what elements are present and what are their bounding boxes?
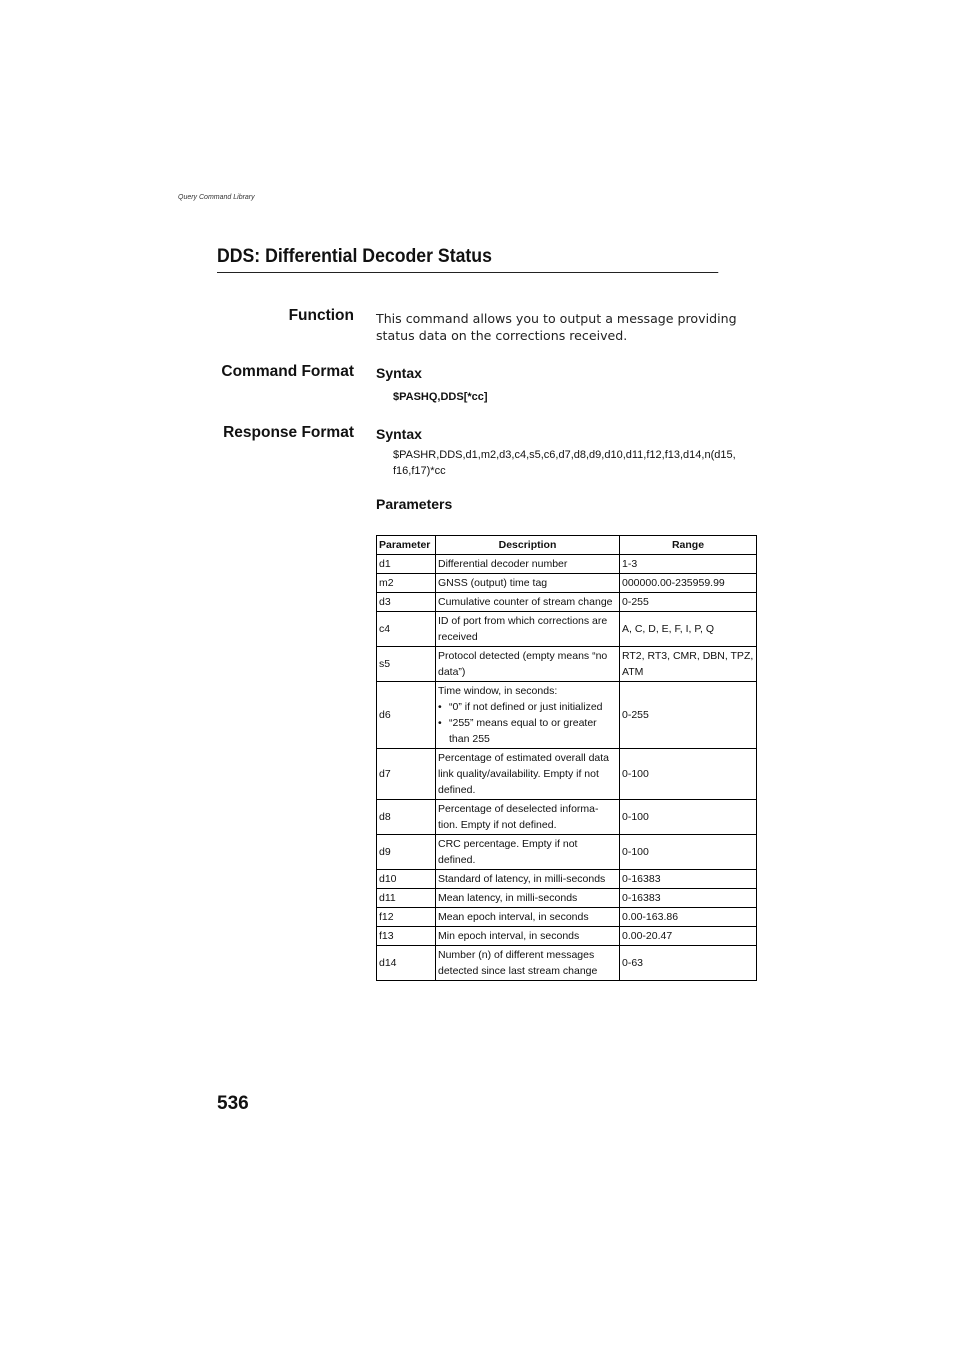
cell-description: Differential decoder number bbox=[436, 555, 620, 574]
cell-range: A, C, D, E, F, I, P, Q bbox=[620, 612, 757, 647]
bullet-list bbox=[438, 699, 617, 747]
cell-description: Number (n) of different messages detected since last stream change bbox=[436, 946, 620, 981]
command-syntax-heading: Syntax bbox=[376, 365, 422, 381]
cell-range: 0-100 bbox=[620, 800, 757, 835]
cell-range: 0-16383 bbox=[620, 870, 757, 889]
bullet-item: • “255” means equal to or greater than 255 bbox=[438, 715, 617, 747]
cell-parameter: d7 bbox=[377, 749, 436, 800]
cell-parameter: d6 bbox=[377, 682, 436, 749]
table-row bbox=[377, 800, 757, 835]
parameters-table bbox=[376, 535, 757, 981]
cell-description: Mean epoch interval, in seconds bbox=[436, 908, 620, 927]
cell-description: Cumulative counter of stream change bbox=[436, 593, 620, 612]
cell-description: Percentage of estimated overall data link quality/availability. Empty if not defined. bbox=[436, 749, 620, 800]
cell-parameter: s5 bbox=[377, 647, 436, 682]
cell-parameter: d14 bbox=[377, 946, 436, 981]
table-header-row bbox=[377, 536, 757, 555]
cell-description bbox=[436, 682, 620, 749]
cell-range: 0-100 bbox=[620, 835, 757, 870]
cell-range: RT2, RT3, CMR, DBN, TPZ, ATM bbox=[620, 647, 757, 682]
bullet-item: • “0” if not defined or just initialized bbox=[438, 699, 617, 715]
command-format-heading: Command Format bbox=[221, 363, 354, 380]
cell-range: 0-255 bbox=[620, 593, 757, 612]
cell-parameter: f12 bbox=[377, 908, 436, 927]
cell-parameter: m2 bbox=[377, 574, 436, 593]
cell-range: 0.00-20.47 bbox=[620, 927, 757, 946]
table-row bbox=[377, 593, 757, 612]
cell-description: GNSS (output) time tag bbox=[436, 574, 620, 593]
cell-parameter: d3 bbox=[377, 593, 436, 612]
running-header: Query Command Library bbox=[178, 194, 255, 201]
cell-range: 0-16383 bbox=[620, 889, 757, 908]
table-row bbox=[377, 835, 757, 870]
table-row bbox=[377, 908, 757, 927]
column-header-range: Range bbox=[620, 536, 757, 555]
function-heading: Function bbox=[288, 307, 354, 324]
page-title: DDS: Differential Decoder Status bbox=[217, 245, 718, 273]
cell-range: 0-100 bbox=[620, 749, 757, 800]
column-header-parameter: Parameter bbox=[377, 536, 436, 555]
table-row bbox=[377, 946, 757, 981]
table-row bbox=[377, 647, 757, 682]
cell-description: ID of port from which corrections are received bbox=[436, 612, 620, 647]
table-row bbox=[377, 889, 757, 908]
cell-parameter: d11 bbox=[377, 889, 436, 908]
response-syntax-line-2: f16,f17)*cc bbox=[393, 465, 446, 477]
response-syntax-line-1: $PASHR,DDS,d1,m2,d3,c4,s5,c6,d7,d8,d9,d10,d11,f12,f13,d14,n(d15, bbox=[393, 449, 736, 461]
cell-parameter: d1 bbox=[377, 555, 436, 574]
cell-parameter: f13 bbox=[377, 927, 436, 946]
cell-parameter: c4 bbox=[377, 612, 436, 647]
cell-range: 0.00-163.86 bbox=[620, 908, 757, 927]
column-header-description: Description bbox=[436, 536, 620, 555]
cell-description: CRC percentage. Empty if not defined. bbox=[436, 835, 620, 870]
cell-parameter: d10 bbox=[377, 870, 436, 889]
parameters-heading: Parameters bbox=[376, 496, 453, 512]
function-text: This command allows you to output a message providing status data on the corrections received. bbox=[376, 311, 737, 343]
table-row bbox=[377, 574, 757, 593]
table-row bbox=[377, 555, 757, 574]
cell-description: Standard of latency, in milli-seconds bbox=[436, 870, 620, 889]
cell-description: Mean latency, in milli-seconds bbox=[436, 889, 620, 908]
cell-description: Protocol detected (empty means “no data”) bbox=[436, 647, 620, 682]
table-row bbox=[377, 870, 757, 889]
cell-range: 0-63 bbox=[620, 946, 757, 981]
command-syntax: $PASHQ,DDS[*cc] bbox=[393, 391, 488, 403]
page-number: 536 bbox=[217, 1093, 249, 1114]
table-row bbox=[377, 927, 757, 946]
cell-description: Min epoch interval, in seconds bbox=[436, 927, 620, 946]
cell-range: 1-3 bbox=[620, 555, 757, 574]
cell-parameter: d8 bbox=[377, 800, 436, 835]
table-row bbox=[377, 612, 757, 647]
response-format-heading: Response Format bbox=[223, 424, 354, 441]
cell-description-text: Time window, in seconds: bbox=[438, 685, 558, 697]
cell-parameter: d9 bbox=[377, 835, 436, 870]
response-syntax-heading: Syntax bbox=[376, 426, 422, 442]
cell-range: 000000.00-235959.99 bbox=[620, 574, 757, 593]
table-row bbox=[377, 682, 757, 749]
cell-description: Percentage of deselected informa-tion. Empty if not defined. bbox=[436, 800, 620, 835]
table-row bbox=[377, 749, 757, 800]
cell-range: 0-255 bbox=[620, 682, 757, 749]
